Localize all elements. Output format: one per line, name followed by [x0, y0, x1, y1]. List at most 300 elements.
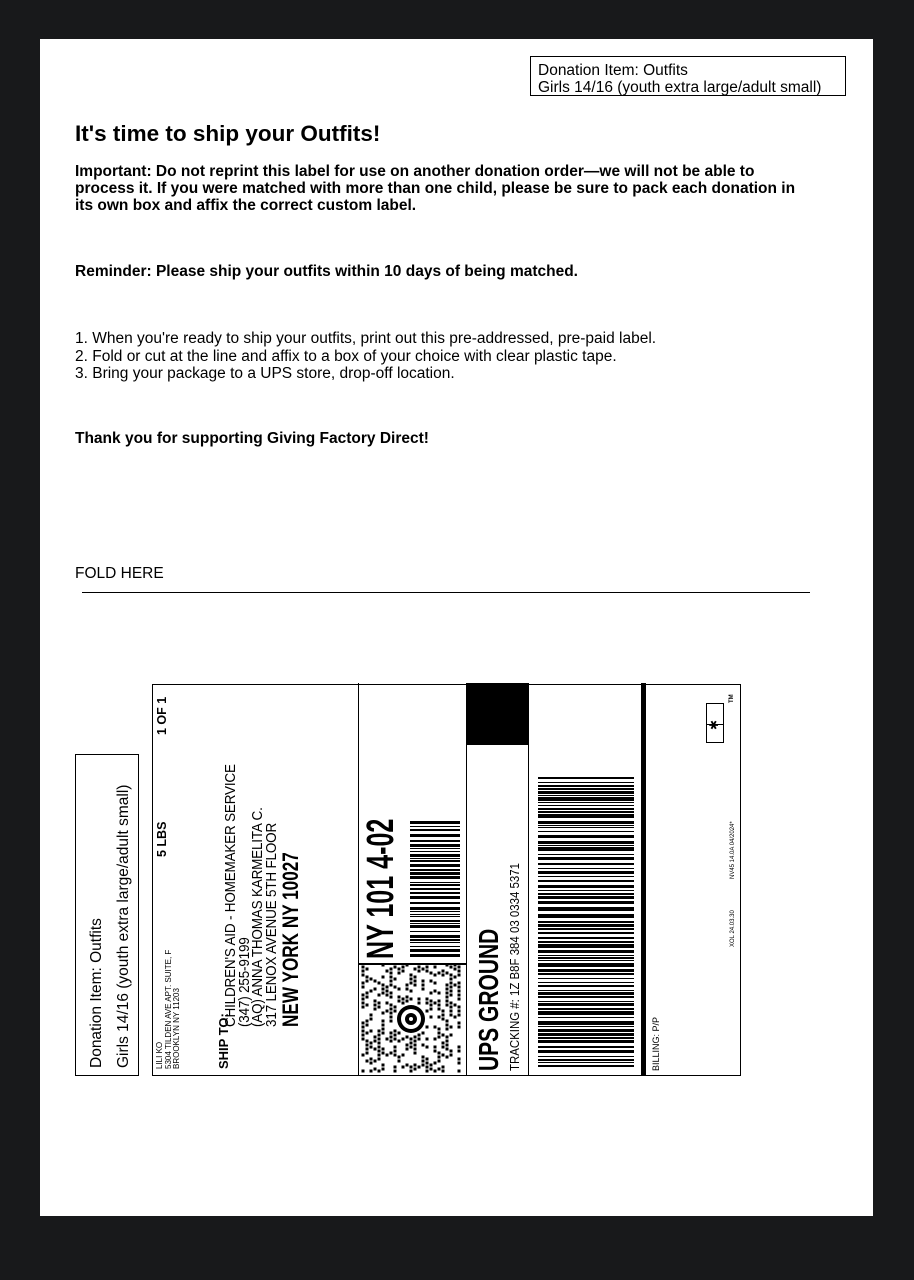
maxicode-module — [382, 1028, 385, 1031]
maxicode-module — [434, 1026, 437, 1029]
maxicode-module — [458, 1006, 461, 1009]
maxicode-module — [406, 965, 409, 967]
donation-item-line1: Donation Item: Outfits — [538, 62, 688, 79]
maxicode-module — [390, 996, 393, 999]
maxicode-module — [370, 1062, 373, 1065]
maxicode-module — [446, 984, 449, 987]
maxicode-module — [362, 982, 365, 985]
barcode-bar — [538, 871, 634, 874]
maxicode-module — [378, 1058, 381, 1061]
maxicode-module — [454, 965, 457, 967]
maxicode-module — [382, 1064, 385, 1067]
maxicode-module — [430, 1064, 433, 1067]
maxicode-module — [450, 1054, 453, 1057]
barcode-bar — [410, 896, 460, 899]
barcode-bar — [538, 944, 634, 948]
maxicode-module — [402, 998, 405, 1001]
maxicode-module — [458, 998, 461, 1001]
maxicode-module — [406, 996, 409, 999]
maxicode-module — [414, 1048, 417, 1051]
barcode-bar — [410, 834, 460, 837]
maxicode-module — [406, 1036, 409, 1039]
barcode-bar — [538, 1040, 634, 1043]
maxicode-module — [390, 972, 393, 975]
barcode-bar — [538, 777, 634, 779]
barcode-bar — [538, 960, 634, 961]
barcode-bar — [538, 814, 634, 818]
maxicode-module — [370, 1042, 373, 1045]
maxicode-module — [434, 1046, 437, 1049]
maxicode-module — [390, 1008, 393, 1011]
maxicode-module — [458, 1070, 461, 1073]
instruction-step: 1. When you're ready to ship your outfits, print out this pre-addressed, pre-paid label. — [75, 330, 657, 347]
barcode-bar — [538, 1050, 634, 1053]
maxicode-module — [450, 982, 453, 985]
instruction-list — [75, 330, 656, 383]
maxicode-module — [390, 1036, 393, 1039]
barcode-bar — [538, 1008, 634, 1010]
maxicode-module — [390, 1032, 393, 1035]
version-code: NV45 14.0A 04/2024* — [730, 821, 736, 879]
barcode-bar — [538, 1021, 634, 1025]
maxicode-module — [430, 1068, 433, 1071]
maxicode-module — [378, 994, 381, 997]
maxicode-module — [394, 1046, 397, 1049]
barcode-bar — [410, 869, 460, 871]
maxicode-module — [410, 982, 413, 985]
barcode-bar — [538, 827, 634, 828]
barcode-bar — [538, 1011, 634, 1015]
maxicode-module — [454, 1016, 457, 1019]
maxicode-module — [370, 1070, 373, 1073]
maxicode-module — [442, 1018, 445, 1021]
maxicode-module — [374, 1004, 377, 1007]
barcode-bar — [410, 925, 460, 928]
maxicode-module — [374, 988, 377, 991]
maxicode-module — [442, 1054, 445, 1057]
barcode-bar — [538, 857, 634, 860]
routing-section — [358, 683, 467, 1075]
barcode-bar — [538, 808, 634, 810]
maxicode-module — [446, 1000, 449, 1003]
maxicode-module — [410, 990, 413, 993]
barcode-bar — [538, 788, 634, 790]
barcode-bar — [410, 829, 460, 831]
maxicode-module — [430, 1016, 433, 1019]
maxicode-module — [438, 1060, 441, 1063]
maxicode-module — [446, 1028, 449, 1031]
page-title: It's time to ship your Outfits! — [75, 121, 381, 146]
maxicode-module — [414, 1044, 417, 1047]
barcode-bar — [538, 1026, 634, 1027]
maxicode-module — [382, 976, 385, 979]
maxicode-module — [450, 994, 453, 997]
maxicode-module — [362, 974, 365, 977]
maxicode-module — [406, 1048, 409, 1051]
maxicode-module — [386, 986, 389, 989]
barcode-bar — [410, 882, 460, 883]
barcode-bar — [538, 835, 634, 838]
maxicode-module — [422, 1032, 425, 1035]
maxicode-module — [426, 1038, 429, 1041]
maxicode-module — [370, 1046, 373, 1049]
barcode-bar — [410, 872, 460, 875]
maxicode-module — [406, 984, 409, 987]
maxicode-module — [390, 980, 393, 983]
barcode-bar — [538, 973, 634, 975]
maxicode-module — [394, 1066, 397, 1069]
label-donation-item-line2: Girls 14/16 (youth extra large/adult small) — [115, 784, 132, 1068]
barcode-bar — [538, 955, 634, 956]
recipient-line: (347) 255-9199 — [236, 937, 253, 1027]
maxicode-module — [426, 970, 429, 973]
maxicode-module — [438, 1000, 441, 1003]
barcode-bar — [410, 864, 460, 867]
maxicode-module — [362, 970, 365, 973]
maxicode-module — [442, 974, 445, 977]
maxicode-module — [442, 1046, 445, 1049]
barcode-bar — [538, 914, 634, 918]
maxicode-module — [370, 1058, 373, 1061]
maxicode-module — [398, 968, 401, 971]
maxicode-module — [362, 1022, 365, 1025]
barcode-bar — [410, 858, 460, 859]
maxicode-module — [446, 996, 449, 999]
maxicode-module — [402, 970, 405, 973]
maxicode-module — [366, 1032, 369, 1035]
maxicode-module — [414, 968, 417, 971]
maxicode-module — [370, 1018, 373, 1021]
service-divider — [466, 744, 528, 746]
barcode-bar — [410, 911, 460, 912]
maxicode-module — [434, 974, 437, 977]
maxicode-module — [362, 1034, 365, 1037]
maxicode-module — [446, 1004, 449, 1007]
maxicode-module — [458, 1062, 461, 1065]
maxicode-module — [438, 1008, 441, 1011]
maxicode-module — [394, 1054, 397, 1057]
important-notice: Important: Do not reprint this label for use on another donation order—we will not be able to process it. If you were matched with more than one child, please be sure to pack each donation in its own box and affix the correct custom label. — [75, 163, 796, 214]
maxicode-module — [418, 998, 421, 1001]
maxicode-module — [426, 1062, 429, 1065]
maxicode-module — [458, 1010, 461, 1013]
trademark-mark: TM — [729, 694, 735, 703]
maxicode-module — [362, 1002, 365, 1005]
maxicode-module — [362, 1054, 365, 1057]
barcode-bar — [538, 863, 634, 865]
maxicode-module — [438, 1036, 441, 1039]
label-donation-item-box — [75, 754, 139, 1076]
maxicode-module — [366, 1040, 369, 1043]
barcode-bar — [410, 848, 460, 849]
maxicode-module — [366, 976, 369, 979]
maxicode-module — [366, 992, 369, 995]
maxicode-module — [438, 1032, 441, 1035]
barcode-bar — [538, 845, 634, 846]
maxicode-module — [426, 1046, 429, 1049]
ups-shipping-label — [152, 684, 741, 1076]
barcode-bar — [538, 795, 634, 796]
maxicode-module — [394, 1070, 397, 1073]
maxicode-module — [442, 1014, 445, 1017]
maxicode-module — [430, 980, 433, 983]
maxicode-module — [402, 1054, 405, 1057]
barcode-bar — [538, 825, 634, 826]
barcode-bar — [410, 892, 460, 894]
maxicode-module — [434, 1038, 437, 1041]
maxicode-module — [446, 1044, 449, 1047]
maxicode-module — [414, 1040, 417, 1043]
maxicode-module — [370, 990, 373, 993]
fold-here-label: FOLD HERE — [75, 565, 164, 582]
maxicode-module — [446, 1040, 449, 1043]
maxicode-module — [422, 1056, 425, 1059]
barcode-bar — [538, 1056, 634, 1057]
maxicode-module — [394, 1038, 397, 1041]
maxicode-module — [402, 1002, 405, 1005]
maxicode-module — [458, 994, 461, 997]
maxicode-module — [418, 1066, 421, 1069]
barcode-bar — [410, 888, 460, 890]
maxicode-module — [450, 1014, 453, 1017]
maxicode-module — [422, 1064, 425, 1067]
maxicode-module — [446, 1020, 449, 1023]
maxicode-module — [370, 1014, 373, 1017]
maxicode-module — [402, 1038, 405, 1041]
maxicode-module — [410, 998, 413, 1001]
maxicode-module — [374, 1036, 377, 1039]
maxicode-module — [406, 988, 409, 991]
barcode-bar — [410, 826, 460, 827]
maxicode-module — [366, 1048, 369, 1051]
barcode-bar — [410, 954, 460, 957]
barcode-bar — [410, 902, 460, 904]
maxicode-module — [410, 1038, 413, 1041]
maxicode-module — [382, 1068, 385, 1071]
maxicode-bullseye-ring — [409, 1017, 413, 1021]
maxicode-module — [382, 988, 385, 991]
maxicode-module — [378, 1054, 381, 1057]
maxicode-module — [438, 1052, 441, 1055]
barcode-bar — [538, 941, 634, 943]
maxicode-module — [378, 1002, 381, 1005]
maxicode-module — [386, 990, 389, 993]
maxicode-module — [390, 992, 393, 995]
maxicode-module — [378, 1034, 381, 1037]
maxicode-module — [406, 1000, 409, 1003]
maxicode-module — [382, 984, 385, 987]
maxicode-module — [438, 972, 441, 975]
barcode-bar — [538, 811, 634, 813]
barcode-bar — [538, 785, 634, 787]
barcode-bar — [538, 950, 634, 953]
maxicode-module — [386, 1054, 389, 1057]
tracking-barcode-section — [528, 683, 646, 1075]
barcode-bar — [538, 1065, 634, 1067]
maxicode-module — [406, 1064, 409, 1067]
maxicode-module — [450, 966, 453, 969]
barcode-bar — [538, 1029, 634, 1032]
maxicode-module — [362, 966, 365, 969]
maxicode-module — [374, 1008, 377, 1011]
donation-item-box — [530, 56, 846, 96]
version-code: XOL 24.03.30 — [730, 910, 736, 947]
maxicode-module — [446, 1056, 449, 1059]
maxicode-module — [430, 1004, 433, 1007]
package-count: 1 OF 1 — [155, 696, 169, 735]
maxicode-module — [414, 1036, 417, 1039]
barcode-bar — [538, 957, 634, 959]
barcode-bar — [538, 868, 634, 869]
recipient-address — [225, 764, 279, 1027]
maxicode-module — [458, 966, 461, 969]
barcode-bar — [538, 821, 634, 824]
maxicode-module — [386, 1010, 389, 1013]
maxicode-module — [426, 1058, 429, 1061]
barcode-bar — [410, 844, 460, 847]
maxicode-module — [414, 1068, 417, 1071]
barcode-bar — [538, 876, 634, 877]
maxicode-module — [442, 1010, 445, 1013]
maxicode-module — [398, 988, 401, 991]
barcode-bar — [538, 963, 634, 967]
maxicode-module — [446, 1036, 449, 1039]
service-level: UPS GROUND — [473, 928, 504, 1071]
barcode-bar — [538, 1017, 634, 1018]
recipient-line: CHILDREN'S AID - HOMEMAKER SERVICE — [223, 764, 239, 1027]
maxicode-module — [378, 1030, 381, 1033]
barcode-bar — [538, 880, 634, 882]
maxicode-module — [446, 992, 449, 995]
barcode-bar — [538, 885, 634, 888]
maxicode-module — [366, 1004, 369, 1007]
billing-info: BILLING: P/P — [651, 1016, 661, 1071]
maxicode-module — [450, 1026, 453, 1029]
maxicode-module — [458, 990, 461, 993]
billing-section — [646, 683, 740, 1075]
barcode-bar — [410, 946, 460, 947]
barcode-bar — [538, 978, 634, 979]
maxicode-module — [422, 984, 425, 987]
maxicode-module — [418, 1038, 421, 1041]
maxicode-module — [374, 1040, 377, 1043]
maxicode-module — [426, 1026, 429, 1029]
barcode-bar — [410, 854, 460, 857]
maxicode-module — [414, 980, 417, 983]
maxicode-module — [458, 1022, 461, 1025]
routing-code: NY 101 4-02 — [360, 818, 402, 959]
maxicode-module — [450, 990, 453, 993]
maxicode-module — [450, 1010, 453, 1013]
maxicode-module — [422, 1060, 425, 1063]
barcode-bar — [538, 890, 634, 891]
maxicode-module — [398, 1056, 401, 1059]
service-section — [466, 683, 529, 1075]
barcode-bar — [538, 1033, 634, 1036]
maxicode-module — [430, 1008, 433, 1011]
maxicode-module — [454, 1004, 457, 1007]
maxicode-module — [374, 1000, 377, 1003]
instruction-step: 2. Fold or cut at the line and affix to a box of your choice with clear plastic tape. — [75, 347, 617, 365]
maxicode-module — [430, 972, 433, 975]
routing-divider — [358, 964, 466, 966]
maxicode-module — [390, 1004, 393, 1007]
maxicode-module — [402, 1066, 405, 1069]
maxicode-module — [442, 970, 445, 973]
barcode-bar — [538, 1037, 634, 1039]
barcode-bar — [538, 1001, 634, 1002]
barcode-bar — [538, 1003, 634, 1006]
barcode-bar — [410, 916, 460, 917]
maxicode-module — [398, 1032, 401, 1035]
maxicode-module — [378, 1006, 381, 1009]
maxicode-module — [450, 978, 453, 981]
maxicode-module — [426, 1002, 429, 1005]
maxicode-module — [378, 1050, 381, 1053]
maxicode-module — [418, 1002, 421, 1005]
maxicode-module — [438, 1056, 441, 1059]
maxicode-module — [450, 986, 453, 989]
maxicode-module — [382, 1012, 385, 1015]
barcode-bar — [538, 992, 634, 995]
maxicode-module — [366, 980, 369, 983]
maxicode-module — [418, 1034, 421, 1037]
barcode-bar — [538, 937, 634, 939]
barcode-bar — [538, 791, 634, 794]
sender-line: LILI KO — [155, 1041, 164, 1069]
maxicode-module — [398, 996, 401, 999]
barcode-bar — [410, 920, 460, 922]
barcode-bar — [538, 893, 634, 895]
maxicode-module — [394, 1010, 397, 1013]
maxicode-module — [382, 992, 385, 995]
maxicode-module — [394, 1034, 397, 1037]
maxicode-module — [422, 988, 425, 991]
maxicode-module — [386, 994, 389, 997]
maxicode-module — [442, 1042, 445, 1045]
maxicode-module — [362, 1070, 365, 1073]
maxicode-module — [362, 1038, 365, 1041]
maxicode-module — [398, 1040, 401, 1043]
tracking-barcode — [538, 777, 634, 1067]
maxicode-module — [434, 982, 437, 985]
maxicode-module — [366, 1020, 369, 1023]
reminder-text: Reminder: Please ship your outfits within 10 days of being matched. — [75, 263, 578, 280]
tracking-number: TRACKING #: 1Z B8F 384 03 0334 5371 — [507, 863, 522, 1071]
maxicode-module — [450, 1006, 453, 1009]
barcode-bar — [410, 860, 460, 862]
maxicode-module — [458, 1050, 461, 1053]
maxicode-module — [366, 1060, 369, 1063]
barcode-bar — [410, 923, 460, 924]
barcode-bar — [538, 1046, 634, 1048]
maxicode-module — [382, 1024, 385, 1027]
maxicode-module — [410, 1070, 413, 1073]
maxicode-module — [362, 994, 365, 997]
barcode-bar — [538, 901, 634, 904]
maxicode-module — [382, 1032, 385, 1035]
barcode-bar — [538, 847, 634, 851]
maxicode-module — [386, 1038, 389, 1041]
barcode-bar — [410, 884, 460, 886]
ship-to-label: SHIP TO: — [216, 1013, 231, 1069]
barcode-bar — [410, 939, 460, 941]
maxicode-module — [382, 965, 385, 967]
maxicode-module — [450, 974, 453, 977]
maxicode-module — [442, 1070, 445, 1073]
maxicode-module — [458, 982, 461, 985]
maxicode-module — [434, 966, 437, 969]
